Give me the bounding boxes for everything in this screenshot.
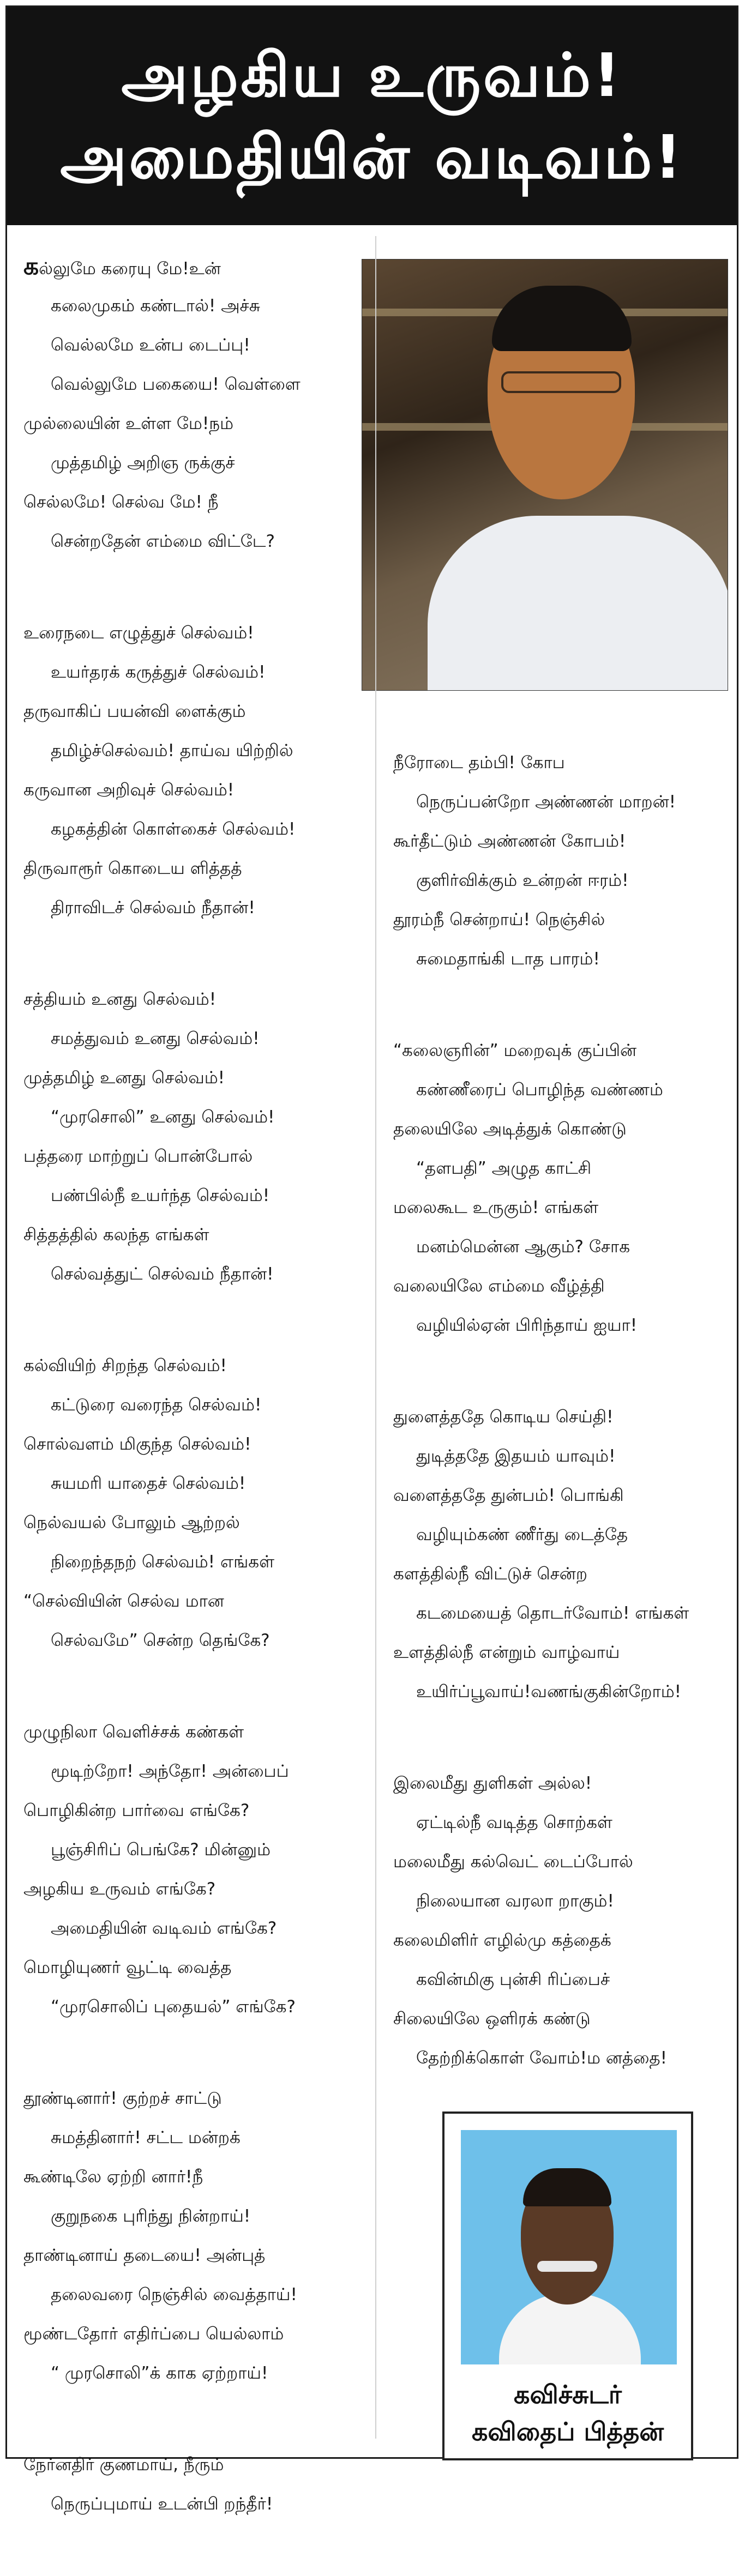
stanza-8 [389, 743, 727, 979]
verse-line: தேற்றிக்கொள் வோம்!ம னத்தை! [416, 2048, 668, 2068]
stanza-10 [389, 1397, 727, 1711]
verse-line: சுயமரி யாதைச் செல்வம்! [51, 1474, 246, 1493]
shirt-shape [428, 516, 728, 691]
verse-line: நீரோடை தம்பி! கோப [393, 753, 565, 773]
stanza-11 [389, 1764, 727, 2078]
verse-line: சமத்துவம் உனது செல்வம்! [51, 1029, 260, 1048]
verse-line: முத்தமிழ் உனது செல்வம்! [23, 1068, 225, 1088]
verse-line: மலைகூட உருகும்! எங்கள் [393, 1198, 599, 1217]
verse-line: பண்பில்நீ உயர்ந்த செல்வம்! [51, 1186, 270, 1205]
verse-line: “முரசொலி” உனது செல்வம்! [51, 1107, 275, 1127]
verse-line: கண்ணீரைப் பொழிந்த வண்ணம் [416, 1080, 663, 1100]
poet-title: கவிச்சுடர் [514, 2380, 622, 2409]
poet-portrait-photo [461, 2130, 677, 2364]
verse-line: சுமைதாங்கி டாத பாரம்! [416, 949, 600, 969]
verse-line: மலைமீது கல்வெட் டைப்போல் [393, 1852, 633, 1872]
verse-line: கருவான அறிவுச் செல்வம்! [23, 780, 235, 800]
article-frame [5, 5, 738, 2514]
verse-line: தமிழ்ச்செல்வம்! தாய்வ யிற்றில் [51, 741, 293, 761]
verse-line: குறுநகை புரிந்து நின்றாய்! [51, 2206, 251, 2226]
verse-line: கூண்டிலே ஏற்றி னார்!நீ [23, 2167, 203, 2187]
hair-shape [492, 286, 632, 351]
verse-line: உரைநடை எழுத்துச் செல்வம்! [23, 623, 254, 643]
column-divider [375, 236, 376, 2439]
headline-line-1: அழகிய உருவம்! [121, 40, 623, 110]
verse-line: தூண்டினார்! குற்றச் சாட்டு [23, 2089, 222, 2108]
verse-line: கலைமிளிர் எழில்மு கத்தைக் [393, 1931, 611, 1950]
verse-line: நெருப்பன்றோ அண்ணன் மாறன்! [416, 792, 676, 812]
verse-line: வழியும்கண் ணீர்து டைத்தே [416, 1525, 628, 1545]
portrait-photo [362, 259, 728, 691]
verse-line: பூஞ்சிரிப் பெங்கே? மின்னும் [51, 1840, 271, 1860]
verse-line: வலையிலே எம்மை வீழ்த்தி [393, 1276, 605, 1296]
verse-line: தலைவரை நெஞ்சில் வைத்தாய்! [51, 2285, 297, 2304]
right-column [389, 743, 727, 2130]
verse-line: கவின்மிகு புன்சி ரிப்பைச் [416, 1970, 610, 1989]
stanza-3 [7, 980, 362, 1294]
verse-line: தூரம்நீ சென்றாய்! நெஞ்சில் [393, 910, 605, 930]
poet-moustache-shape [537, 2261, 597, 2272]
verse-line: துடித்ததே இதயம் யாவும்! [416, 1446, 616, 1466]
verse-line: “தளபதி” அழுத காட்சி [416, 1159, 592, 1178]
verse-line: வெல்லமே உன்ப டைப்பு! [51, 335, 250, 355]
headline-line-2: அமைதியின் வடிவம்! [60, 122, 684, 192]
verse-line: குளிர்விக்கும் உன்றன் ஈரம்! [416, 871, 629, 890]
verse-line: கட்டுரை வரைந்த செல்வம்! [51, 1395, 262, 1415]
verse-line: நெருப்புமாய் உடன்பி றந்தீர்! [51, 2494, 273, 2514]
verse-line: அமைதியின் வடிவம் எங்கே? [51, 1919, 277, 1938]
verse-line: திராவிடச் செல்வம் நீதான்! [51, 898, 255, 918]
verse-line: தருவாகிப் பயன்வி ளைக்கும் [23, 702, 246, 721]
stanza-9 [389, 1031, 727, 1345]
stanza-7 [7, 2445, 362, 2524]
verse-line: செல்லமே! செல்வ மே! நீ [23, 492, 219, 512]
verse-line: மூடிற்றோ! அந்தோ! அன்பைப் [51, 1761, 289, 1781]
poet-credit-box [442, 2112, 693, 2460]
verse-line: முழுநிலா வெளிச்சக் கண்கள் [23, 1722, 244, 1742]
verse-line: துளைத்ததே கொடிய செய்தி! [393, 1407, 614, 1427]
stanza-6 [7, 2079, 362, 2393]
drop-cap: க [23, 252, 39, 280]
verse-line: மூண்டதோர் எதிர்ப்பை யெல்லாம் [23, 2324, 284, 2344]
verse-line: கலைமுகம் கண்டால்! அச்சு [51, 296, 260, 316]
verse-line: நிலையான வரலா றாகும்! [416, 1891, 614, 1911]
verse-line: நேர்னதிர் குணமாய், நீரும் [23, 2455, 224, 2475]
verse-line: உயிர்ப்பூவாய்!வணங்குகின்றோம்! [416, 1682, 682, 1702]
verse-line: உயர்தரக் கருத்துச் செல்வம்! [51, 662, 266, 682]
glasses-shape [501, 371, 621, 393]
verse-line: உளத்தில்நீ என்றும் வாழ்வாய் [393, 1643, 620, 1662]
verse-line: சுமத்தினார்! சட்ட மன்றக் [51, 2128, 241, 2147]
verse-line: “முரசொலிப் புதையல்” எங்கே? [51, 1997, 296, 2017]
verse-line: களத்தில்நீ விட்டுச் சென்ற [393, 1564, 587, 1584]
verse-line: வழியில்ஏன் பிரிந்தாய் ஐயா! [416, 1316, 638, 1335]
verse-line: சத்தியம் உனது செல்வம்! [23, 990, 217, 1009]
verse-line: ஏட்டில்நீ வடித்த சொற்கள் [416, 1813, 612, 1832]
verse-line: “செல்வியின் செல்வ மான [23, 1591, 224, 1611]
verse-line: கடமையைத் தொடர்வோம்! எங்கள் [416, 1603, 689, 1623]
verse-line: செல்வத்துட் செல்வம் நீதான்! [51, 1264, 274, 1284]
verse-line: கழகத்தின் கொள்கைச் செல்வம்! [51, 819, 296, 839]
verse-line: செல்வமே” சென்ற தெங்கே? [51, 1631, 270, 1650]
verse-line: கூர்தீட்டும் அண்ணன் கோபம்! [393, 831, 626, 851]
verse-line: “கலைஞரின்” மறைவுக் குப்பின் [393, 1041, 637, 1060]
stanza-2 [7, 613, 362, 927]
verse-line: சிலையிலே ஒளிரக் கண்டு [393, 2009, 591, 2029]
verse-line: மனம்மென்ன ஆகும்? சோக [416, 1237, 630, 1257]
verse-line: மொழியுணர் வூட்டி வைத்த [23, 1958, 232, 1977]
verse-line: முல்லையின் உள்ள மே!நம் [23, 414, 234, 433]
verse-line: நிறைந்தநற் செல்வம்! எங்கள் [51, 1552, 275, 1572]
verse-line: பொழிகின்ற பார்வை எங்கே? [23, 1801, 250, 1820]
stanza-4 [7, 1346, 362, 1660]
headline-banner [7, 7, 737, 225]
verse-line: கல்வியிற் சிறந்த செல்வம்! [23, 1356, 227, 1376]
verse-line: தலையிலே அடித்துக் கொண்டு [393, 1119, 627, 1139]
poet-hair-shape [523, 2168, 611, 2206]
verse-line: பத்தரை மாற்றுப் பொன்போல் [23, 1147, 253, 1166]
verse-line: திருவாரூர் கொடைய ளித்தத் [23, 859, 242, 878]
verse-line: சொல்வளம் மிகுந்த செல்வம்! [23, 1434, 251, 1454]
verse-line: நெல்வயல் போலும் ஆற்றல் [23, 1513, 240, 1533]
stanza-5 [7, 1712, 362, 2026]
verse-line: இலைமீது துளிகள் அல்ல! [393, 1773, 592, 1793]
verse-line: சித்தத்தில் கலந்த எங்கள் [23, 1225, 209, 1245]
verse-line: கல்லுமே கரையு மே!உன் [23, 252, 221, 280]
poet-name: கவிதைப் பித்தன் [472, 2417, 664, 2446]
left-column [7, 247, 362, 2576]
verse-line: “ முரசொலி”க் காக ஏற்றாய்! [51, 2363, 268, 2383]
verse-line: வளைத்ததே துன்பம்! பொங்கி [393, 1486, 624, 1505]
verse-line: அழகிய உருவம் எங்கே? [23, 1879, 216, 1899]
verse-line: முத்தமிழ் அறிஞ ருக்குச் [51, 453, 235, 473]
verse-line: தாண்டினாய் தடையை! அன்புத் [23, 2246, 266, 2265]
verse-line: வெல்லுமே பகையை! வெள்ளை [51, 375, 301, 394]
verse-line: சென்றதேன் எம்மை விட்டே? [51, 532, 275, 551]
stanza-1 [7, 247, 362, 561]
